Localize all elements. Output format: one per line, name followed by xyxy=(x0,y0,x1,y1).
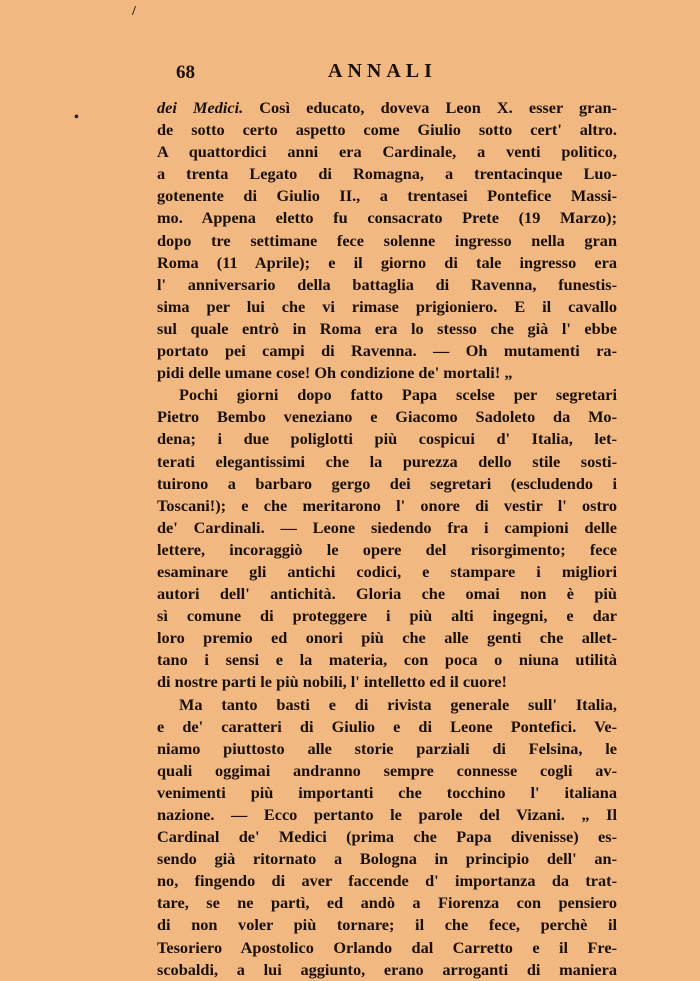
page-header xyxy=(0,58,700,88)
text-line: lettere, incoraggiò le opere del risorgimento; fece xyxy=(157,539,617,559)
text-line: autori dell' antichità. Gloria che omai non è più xyxy=(157,584,617,604)
margin-dot: • xyxy=(74,110,79,125)
text-line: Roma (11 Aprile); e il giorno di tale ingresso era xyxy=(157,252,617,272)
text-line: Pochi giorni dopo fatto Papa scelse per segretari xyxy=(179,385,617,405)
text-line: dei Medici. Così educato, doveva Leon X. esser gran- xyxy=(157,98,617,117)
text-line: nazione. — Ecco pertanto le parole del Vizani. „ Il xyxy=(157,805,617,824)
text-line: scobaldi, a lui aggiunto, erano arroganti di maniera xyxy=(157,959,617,979)
running-title: ANNALI xyxy=(328,60,437,82)
text-line: sendo già ritornato a Bologna in principio dell' an- xyxy=(157,849,617,869)
text-line: Tesoriero Apostolico Orlando dal Carretto e il Fre- xyxy=(157,937,617,957)
text-line: tuirono a barbaro gergo dei segretari (escludendo i xyxy=(157,473,617,493)
text-line: Ma tanto basti e di rivista generale sull' Italia, xyxy=(179,694,617,714)
text-line: loro premio ed onori più che alle genti che allet- xyxy=(157,628,617,648)
stray-mark: / xyxy=(132,4,136,19)
page-number: 68 xyxy=(176,62,195,83)
text-line: sima per lui che vi rimase prigioniero. E il cavallo xyxy=(157,296,617,316)
body-text xyxy=(157,97,617,981)
text-line: dopo tre settimane fece solenne ingresso nella gran xyxy=(157,230,617,250)
text-line: Toscani!); e che meritarono l' onore di vestir l' ostro xyxy=(157,495,617,515)
text-line: portato pei campi di Ravenna. — Oh mutamenti ra- xyxy=(157,341,617,361)
text-line: l' anniversario della battaglia di Ravenna, funestis- xyxy=(157,274,617,294)
text-line: de sotto certo aspetto come Giulio sotto cert' altro. xyxy=(157,120,617,140)
text-line: A quattordici anni era Cardinale, a venti politico, xyxy=(157,142,617,162)
text-line: tano i sensi e la materia, con poca o niuna utilità xyxy=(157,650,617,670)
text-line: Cardinal de' Medici (prima che Papa divenisse) es- xyxy=(157,827,617,847)
text-line: no, fingendo di aver faccende d' importanza da trat- xyxy=(157,871,617,891)
text-line: quali oggimai andranno sempre connesse cogli av- xyxy=(157,760,617,780)
text-line: gotenente di Giulio II., a trentasei Pontefice Massi- xyxy=(157,186,617,206)
italic-phrase: dei Medici. xyxy=(157,98,244,117)
text-line: dena; i due poliglotti più cospicui d' Italia, let- xyxy=(157,429,617,449)
text-line: de' Cardinali. — Leone siedendo fra i campioni delle xyxy=(157,517,617,537)
text-line: terati elegantissimi che la purezza dello stile sosti- xyxy=(157,451,617,471)
text-line: esaminare gli antichi codici, e stampare i migliori xyxy=(157,561,617,581)
text-line: niamo piuttosto alle storie parziali di Felsina, le xyxy=(157,738,617,758)
text-line: mo. Appena eletto fu consacrato Prete (19 Marzo); xyxy=(157,208,617,228)
text-line: di non voler più tornare; il che fece, perchè il xyxy=(157,915,617,935)
text-line: di nostre parti le più nobili, l' intelletto ed il cuore! xyxy=(157,672,507,692)
text-line: tare, se ne partì, ed andò a Fiorenza con pensiero xyxy=(157,893,617,913)
text-line: e de' caratteri di Giulio e di Leone Pontefici. Ve- xyxy=(157,716,617,736)
text-line: venimenti più importanti che tocchino l' italiana xyxy=(157,782,617,802)
text-line: Pietro Bembo veneziano e Giacomo Sadoleto da Mo- xyxy=(157,407,617,427)
text-line: a trenta Legato di Romagna, a trentacinque Luo- xyxy=(157,164,617,184)
text-line: sì comune di proteggere i più alti ingegni, e dar xyxy=(157,606,617,626)
text-line: sul quale entrò in Roma era lo stesso che già l' ebbe xyxy=(157,318,617,338)
text-line: pidi delle umane cose! Oh condizione de' mortali! „ xyxy=(157,363,513,383)
